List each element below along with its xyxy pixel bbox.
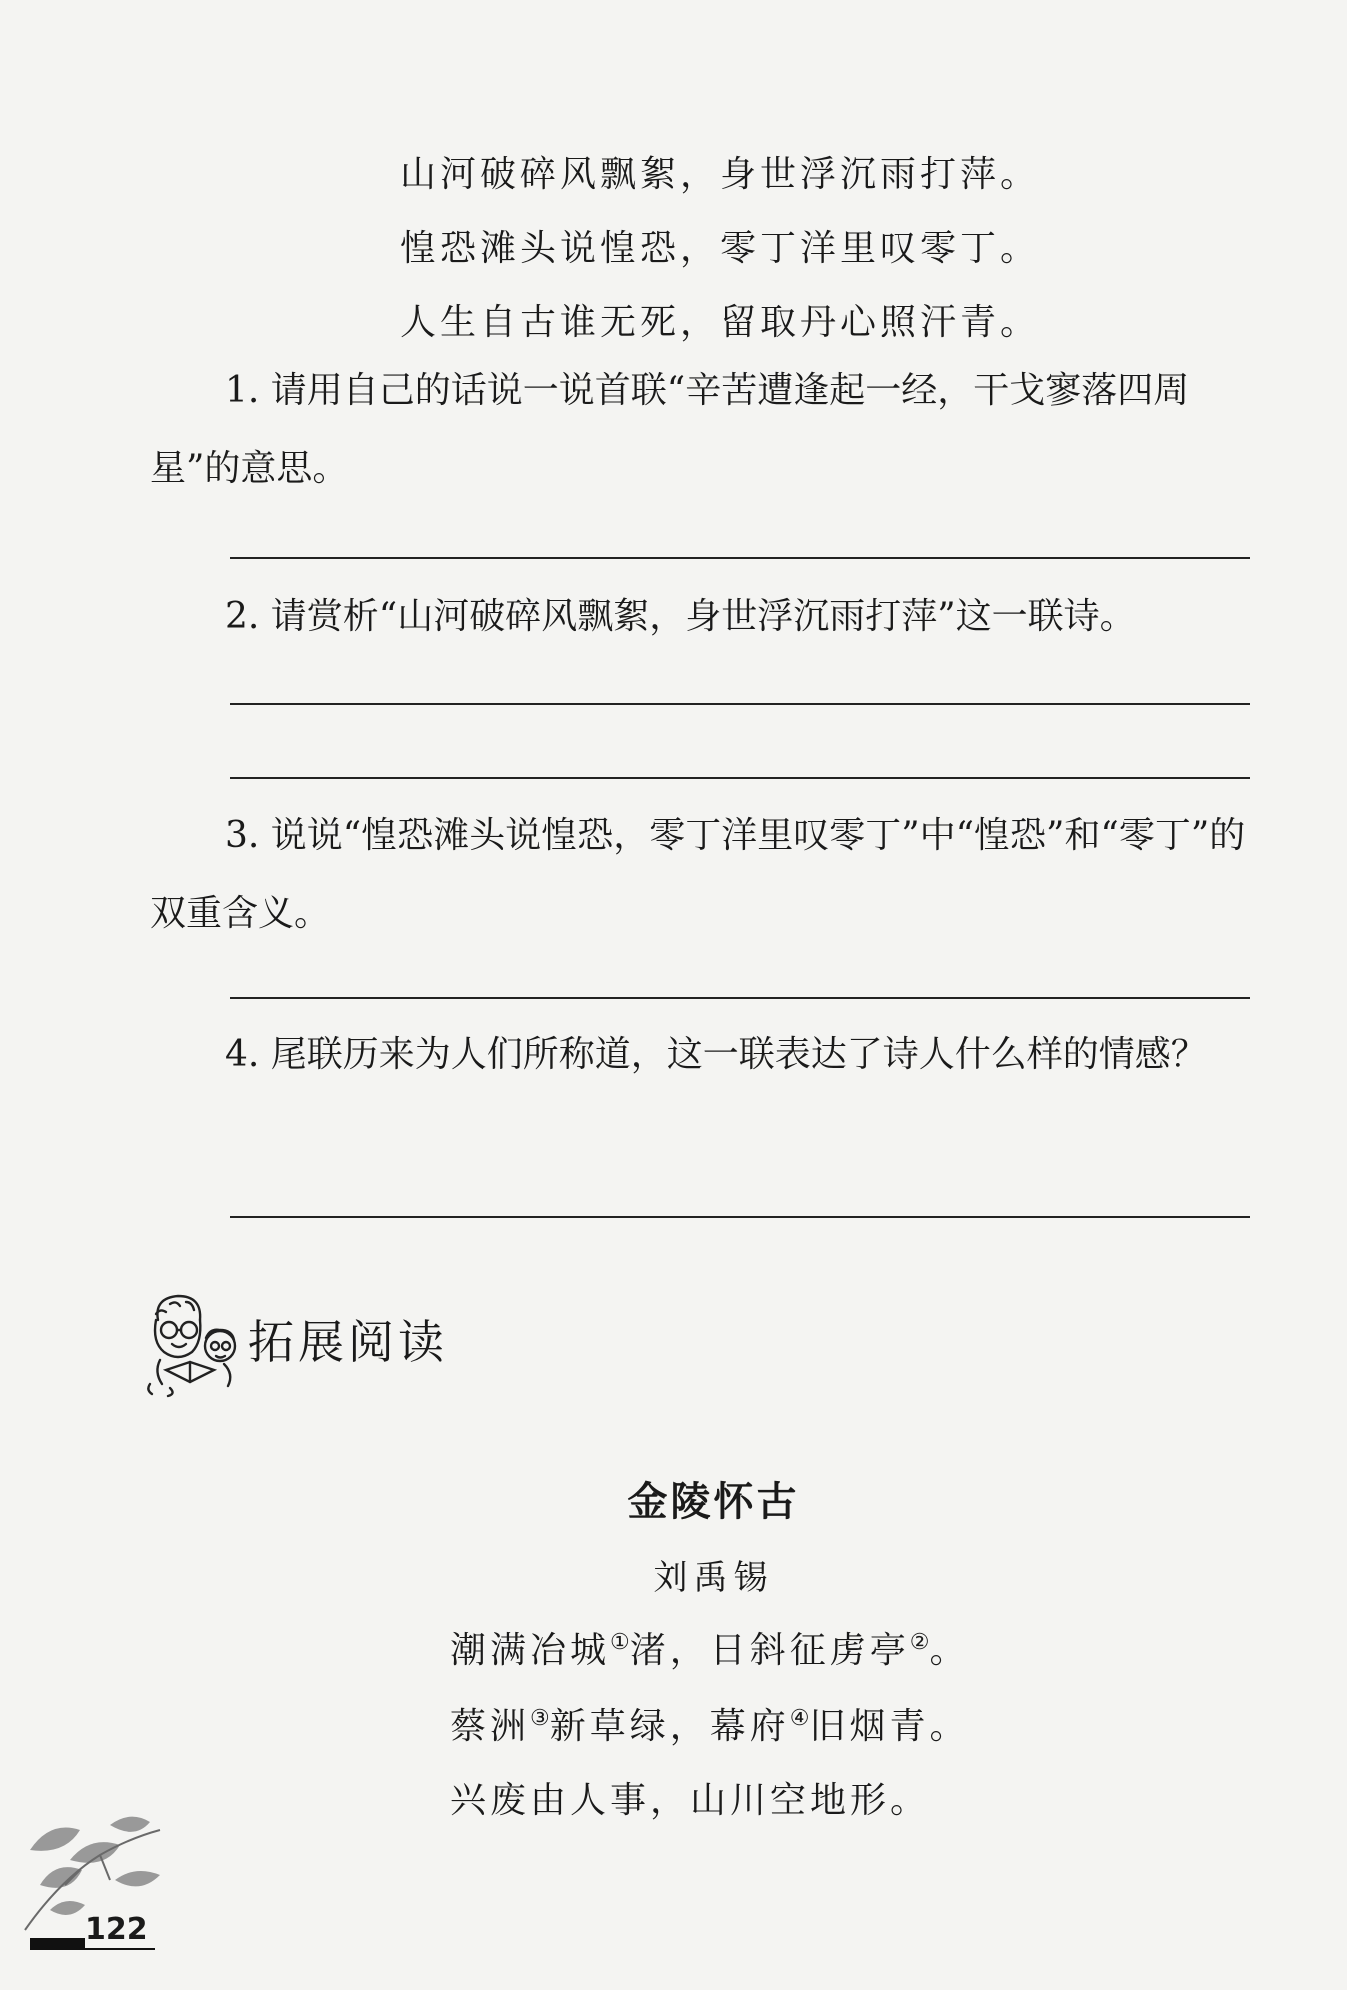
page-number: 122 bbox=[85, 1912, 148, 1947]
poem-line bbox=[450, 1698, 970, 1749]
poem-text: 旧烟青。 bbox=[809, 1706, 970, 1747]
poem-author: 刘禹锡 bbox=[653, 1558, 774, 1598]
answer-line[interactable] bbox=[230, 1216, 1250, 1218]
reading-kids-icon bbox=[140, 1290, 244, 1398]
footnote-marker: ② bbox=[909, 1630, 930, 1655]
footnote-marker: ④ bbox=[789, 1706, 810, 1731]
page-number-rule bbox=[30, 1948, 155, 1950]
answer-line[interactable] bbox=[230, 997, 1250, 999]
section-header bbox=[140, 1290, 540, 1400]
question-1: 1. 请用自己的话说一说首联“辛苦遭逢起一经，干戈寥落四周星”的意思。 bbox=[150, 370, 1190, 489]
poem-text: 。 bbox=[929, 1630, 970, 1671]
poem-line: 惶恐滩头说惶恐，零丁洋里叹零丁。 bbox=[400, 228, 1041, 269]
answer-line[interactable] bbox=[230, 703, 1250, 705]
poem-line bbox=[450, 1622, 970, 1673]
poem-text: 潮满冶城 bbox=[450, 1630, 611, 1671]
poem-line: 山河破碎风飘絮，身世浮沉雨打萍。 bbox=[400, 154, 1041, 195]
question-4: 4. 尾联历来为人们所称道，这一联表达了诗人什么样的情感？ bbox=[225, 1034, 1207, 1075]
poem-line: 人生自古谁无死，留取丹心照汗青。 bbox=[400, 302, 1041, 343]
poem-title: 金陵怀古 bbox=[627, 1478, 800, 1525]
footnote-marker: ① bbox=[610, 1630, 630, 1655]
section-title: 拓展阅读 bbox=[248, 1315, 448, 1369]
question-2: 2. 请赏析“山河破碎风飘絮，身世浮沉雨打萍”这一联诗。 bbox=[225, 596, 1136, 637]
poem-text: 渚，日斜征虏亭 bbox=[629, 1630, 910, 1671]
answer-line[interactable] bbox=[230, 557, 1250, 559]
answer-line[interactable] bbox=[230, 777, 1250, 779]
footnote-marker: ③ bbox=[530, 1706, 550, 1731]
poem-text: 新草绿，幕府 bbox=[549, 1706, 790, 1747]
page-number-bar bbox=[30, 1938, 85, 1948]
poem-text: 兴废由人事，山川空地形。 bbox=[450, 1780, 931, 1821]
question-3: 3. 说说“惶恐滩头说惶恐，零丁洋里叹零丁”中“惶恐”和“零丁”的双重含义。 bbox=[150, 815, 1246, 934]
poem-line bbox=[450, 1772, 930, 1823]
poem-text: 蔡洲 bbox=[450, 1706, 531, 1747]
